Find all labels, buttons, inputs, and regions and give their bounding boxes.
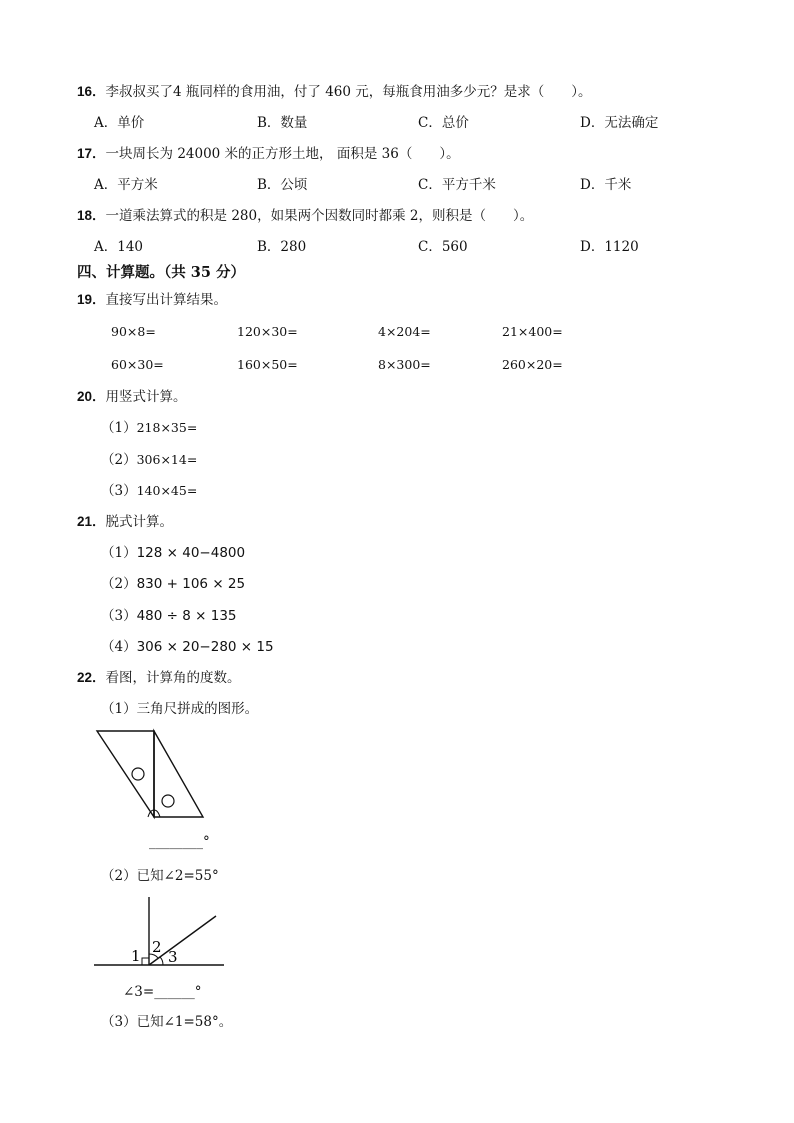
answer-blank[interactable]: ∠3=______° bbox=[123, 984, 202, 1000]
sub-label: （3） bbox=[101, 483, 137, 499]
sub-item bbox=[101, 482, 197, 500]
sub-label: （2） bbox=[101, 576, 137, 592]
sub-text: 三角尺拼成的图形。 bbox=[136, 701, 259, 717]
sub-item bbox=[101, 451, 197, 469]
calc-item: 60×30= bbox=[111, 357, 164, 372]
question-text: 直接写出计算结果。 bbox=[105, 292, 228, 308]
calc-item: 120×30= bbox=[237, 324, 298, 339]
sub-item bbox=[101, 419, 197, 437]
sub-text: 已知∠1=58°。 bbox=[136, 1014, 233, 1030]
question-19 bbox=[77, 291, 227, 309]
section-title: 四、计算题。（共 35 分） bbox=[77, 264, 246, 281]
question-text: 脱式计算。 bbox=[105, 514, 174, 530]
sub-item bbox=[101, 607, 237, 625]
answer-blank[interactable]: ________° bbox=[149, 834, 210, 850]
question-number: 19． bbox=[77, 292, 106, 307]
angle-label-2: 2 bbox=[152, 938, 162, 956]
ruler-hole-icon bbox=[132, 768, 144, 780]
question-20 bbox=[77, 388, 187, 406]
option-c[interactable]: C．560 bbox=[418, 239, 468, 255]
question-number: 22． bbox=[77, 670, 106, 685]
angle-label-3: 3 bbox=[168, 948, 178, 966]
sub-expr: 306×14= bbox=[136, 452, 198, 467]
calc-item: 260×20= bbox=[502, 357, 563, 372]
question-number: 18． bbox=[77, 208, 106, 223]
sub-label: （3） bbox=[101, 1014, 137, 1030]
calc-item: 21×400= bbox=[502, 324, 563, 339]
triangle-ruler-right bbox=[154, 731, 203, 817]
sub-question-3 bbox=[101, 1013, 232, 1031]
sub-expr: 140×45= bbox=[136, 483, 198, 498]
calc-item: 8×300= bbox=[378, 357, 431, 372]
ruler-hole-icon bbox=[162, 795, 174, 807]
sub-expr: 830 + 106 × 25 bbox=[136, 576, 246, 592]
sub-label: （4） bbox=[101, 639, 137, 655]
option-b[interactable]: B．280 bbox=[257, 239, 307, 255]
sub-label: （1） bbox=[101, 545, 137, 561]
question-text: 用竖式计算。 bbox=[105, 389, 187, 405]
option-c[interactable]: C．总价 bbox=[418, 115, 469, 131]
sub-question-1 bbox=[101, 700, 258, 718]
option-d[interactable]: D．千米 bbox=[580, 177, 632, 193]
sub-label: （1） bbox=[101, 701, 137, 717]
angle-arc-icon bbox=[154, 810, 160, 817]
angle-figure bbox=[92, 895, 227, 970]
calc-item: 90×8= bbox=[111, 324, 156, 339]
question-18 bbox=[77, 207, 533, 225]
option-a[interactable]: A．单价 bbox=[94, 115, 145, 131]
question-21 bbox=[77, 513, 173, 531]
sub-item bbox=[101, 575, 245, 593]
option-b[interactable]: B．公顷 bbox=[257, 177, 308, 193]
sub-label: （2） bbox=[101, 452, 137, 468]
question-number: 21． bbox=[77, 514, 106, 529]
question-text: 一道乘法算式的积是 280，如果两个因数同时都乘 2，则积是（ ）。 bbox=[105, 208, 534, 224]
option-c[interactable]: C．平方千米 bbox=[418, 177, 496, 193]
question-number: 20． bbox=[77, 389, 106, 404]
sub-expr: 306 × 20−280 × 15 bbox=[136, 639, 274, 655]
sub-expr: 128 × 40−4800 bbox=[136, 545, 246, 561]
question-number: 17． bbox=[77, 146, 106, 161]
question-17 bbox=[77, 145, 460, 163]
triangle-ruler-figure bbox=[94, 728, 209, 820]
option-d[interactable]: D．无法确定 bbox=[580, 115, 659, 131]
option-a[interactable]: A．平方米 bbox=[94, 177, 158, 193]
sub-question-2 bbox=[101, 867, 219, 885]
question-16 bbox=[77, 83, 592, 101]
angle-arc-icon bbox=[160, 957, 163, 965]
angle-label-1: 1 bbox=[131, 947, 141, 965]
sub-text: 已知∠2=55° bbox=[136, 868, 219, 884]
option-b[interactable]: B．数量 bbox=[257, 115, 308, 131]
question-number: 16． bbox=[77, 84, 106, 99]
triangle-ruler-left bbox=[97, 731, 154, 817]
sub-expr: 218×35= bbox=[136, 420, 198, 435]
option-a[interactable]: A．140 bbox=[94, 239, 144, 255]
question-text: 一块周长为 24000 米的正方形土地， 面积是 36（ ）。 bbox=[105, 146, 460, 162]
question-22 bbox=[77, 669, 241, 687]
right-angle-mark-icon bbox=[142, 958, 149, 965]
sub-item bbox=[101, 638, 274, 656]
calc-item: 4×204= bbox=[378, 324, 431, 339]
question-text: 看图，计算角的度数。 bbox=[105, 670, 241, 686]
option-d[interactable]: D．1120 bbox=[580, 239, 639, 255]
sub-label: （1） bbox=[101, 420, 137, 436]
sub-expr: 480 ÷ 8 × 135 bbox=[136, 608, 237, 624]
sub-label: （3） bbox=[101, 608, 137, 624]
calc-item: 160×50= bbox=[237, 357, 298, 372]
question-text: 李叔叔买了4 瓶同样的食用油，付了 460 元，每瓶食用油多少元？是求（ ）。 bbox=[105, 84, 592, 100]
sub-label: （2） bbox=[101, 868, 137, 884]
sub-item bbox=[101, 544, 245, 562]
